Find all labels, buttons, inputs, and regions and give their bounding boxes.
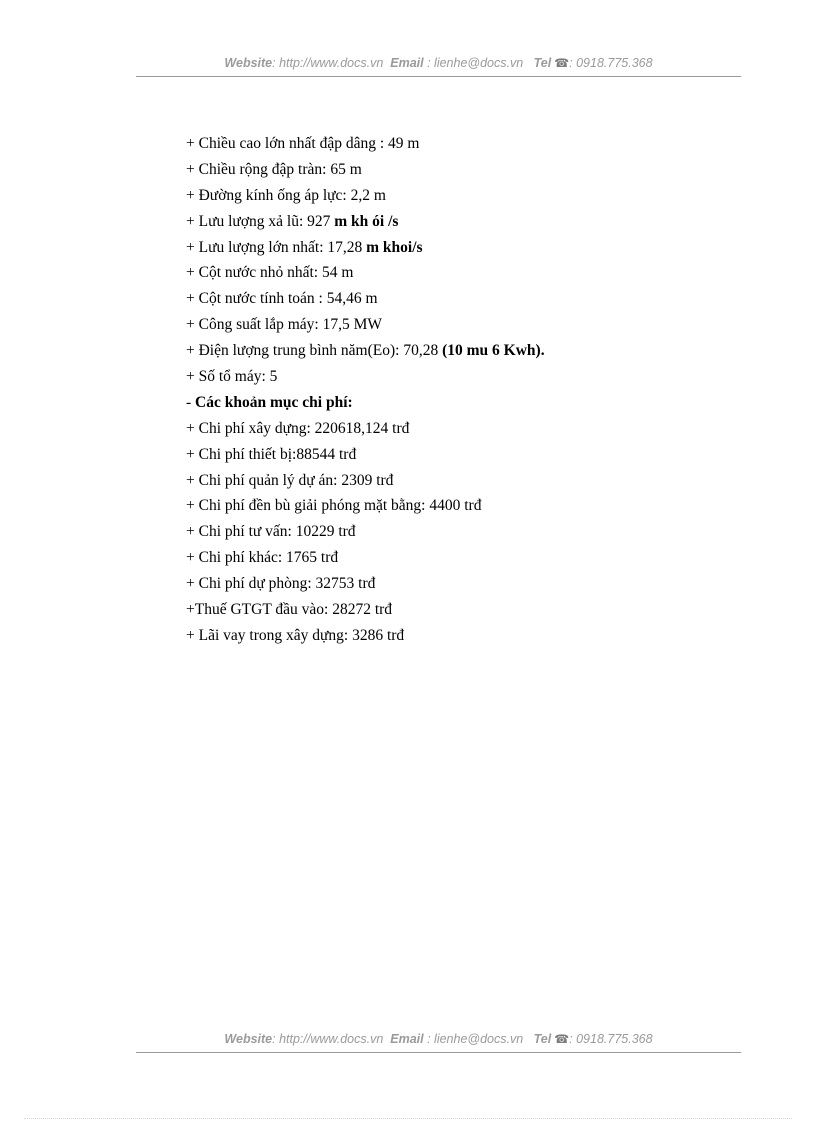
header-email-link[interactable]: : lienhe@docs.vn <box>427 56 524 70</box>
line-text: +Thuế GTGT đầu vào: 28272 trđ <box>186 601 393 619</box>
header-website-label: Website <box>224 56 273 70</box>
line-text: + Cột nước nhỏ nhất: 54 m <box>186 264 354 282</box>
text-line <box>186 442 746 468</box>
text-line <box>186 183 746 209</box>
text-line <box>186 623 746 649</box>
footer-website-label: Website <box>224 1032 273 1046</box>
line-bold-text: m khoi/s <box>366 238 423 256</box>
page-footer <box>136 1032 741 1053</box>
line-text: + Điện lượng trung bình năm(Eo): 70,28 <box>186 342 443 360</box>
header-email-label: Email <box>390 56 424 70</box>
text-line <box>186 571 746 597</box>
text-line <box>186 286 746 312</box>
line-text: + Công suất lắp máy: 17,5 MW <box>186 316 383 334</box>
line-text: + Chi phí khác: 1765 trđ <box>186 549 339 567</box>
footer-email-link[interactable]: : lienhe@docs.vn <box>427 1032 524 1046</box>
line-text: + Lưu lượng lớn nhất: 17,28 <box>186 238 367 256</box>
text-line <box>186 545 746 571</box>
text-line <box>186 519 746 545</box>
text-line <box>186 416 746 442</box>
line-bold-text: (10 mu 6 Kwh). <box>442 342 545 360</box>
document-body <box>186 131 746 649</box>
page-header <box>136 56 741 77</box>
footer-tel-value: : 0918.775.368 <box>569 1032 653 1046</box>
footer-email-label: Email <box>390 1032 424 1046</box>
text-line <box>186 338 746 364</box>
line-text: + Số tổ máy: 5 <box>186 368 278 386</box>
line-bold-text: Các khoản mục chi phí: <box>195 393 353 411</box>
line-text: + Chi phí dự phòng: 32753 trđ <box>186 575 376 593</box>
line-text: + Lưu lượng xả lũ: 927 <box>186 212 335 230</box>
line-text: + Lãi vay trong xây dựng: 3286 trđ <box>186 626 405 644</box>
header-tel-label: Tel <box>533 56 552 70</box>
line-text: + Cột nước tính toán : 54,46 m <box>186 290 378 308</box>
line-text: + Chi phí tư vấn: 10229 trđ <box>186 523 356 541</box>
text-line <box>186 390 746 416</box>
text-line <box>186 157 746 183</box>
text-line <box>186 131 746 157</box>
line-text: - <box>186 393 196 411</box>
footer-tel-label: Tel <box>533 1032 552 1046</box>
footer-website-link[interactable]: : http://www.docs.vn <box>272 1032 384 1046</box>
line-text: + Chi phí thiết bị:88544 trđ <box>186 445 357 463</box>
line-text: + Chi phí đền bù giải phóng mặt bằng: 4400 trđ <box>186 497 482 515</box>
line-text: + Chi phí xây dựng: 220618,124 trđ <box>186 419 410 437</box>
telephone-icon: ☎ <box>554 1032 570 1046</box>
line-text: + Chiều cao lớn nhất đập dâng : 49 m <box>186 135 420 152</box>
text-line <box>186 209 746 235</box>
line-text: + Chiều rộng đập tràn: 65 m <box>186 160 362 178</box>
text-line <box>186 364 746 390</box>
page-bottom-divider <box>24 1118 792 1119</box>
line-bold-text: m kh ói /s <box>334 212 399 230</box>
text-line <box>186 235 746 261</box>
text-line <box>186 493 746 519</box>
line-text: + Chi phí quản lý dự án: 2309 trđ <box>186 471 394 489</box>
line-text: + Đường kính ống áp lực: 2,2 m <box>186 186 386 204</box>
text-line <box>186 312 746 338</box>
text-line <box>186 468 746 494</box>
text-line <box>186 597 746 623</box>
text-line <box>186 260 746 286</box>
header-tel-value: : 0918.775.368 <box>569 56 653 70</box>
telephone-icon: ☎ <box>554 56 570 70</box>
header-website-link[interactable]: : http://www.docs.vn <box>272 56 384 70</box>
